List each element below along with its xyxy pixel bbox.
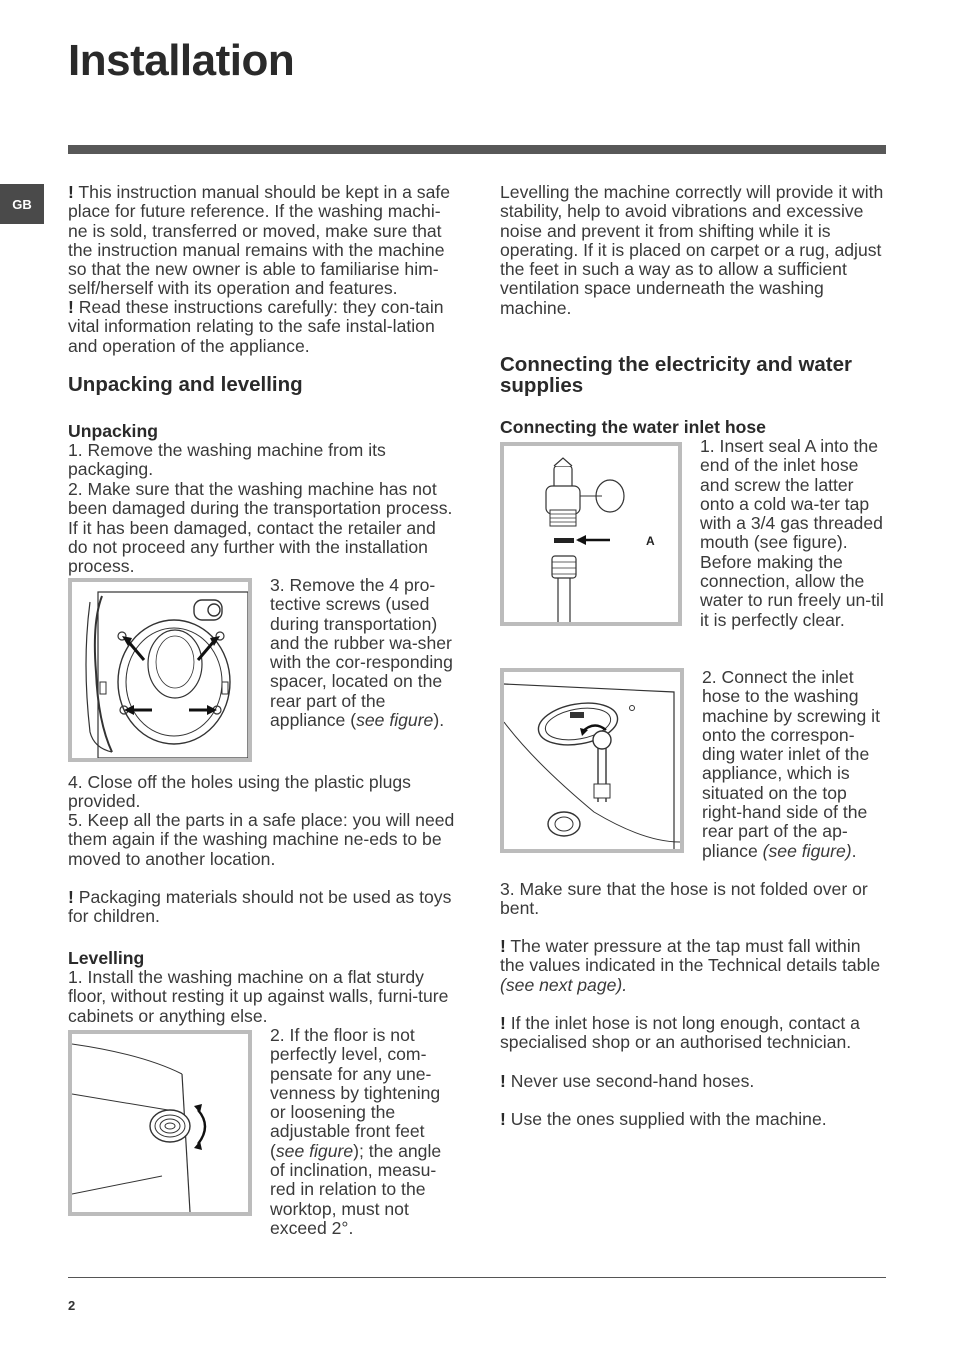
- warning-water-pressure: ! The water pressure at the tap must fall within the values indicated in the Technical details table (see next page).: [500, 936, 881, 995]
- levelling-paragraph: Levelling the machine correctly will provide it with stability, help to avoid vibrations and excessive noise and prevent it from shifting while it is operating. If it is placed on carpet or a rug, adjust the feet in such a way as to allow a sufficient ventilation space underneath the washing machine.: [500, 182, 884, 318]
- figure-adjustable-foot: [68, 1030, 252, 1216]
- language-tab: GB: [0, 184, 44, 224]
- page-number: 2: [68, 1298, 76, 1313]
- section-heading-unpacking-levelling: Unpacking and levelling: [68, 373, 303, 396]
- seal-label-a: A: [646, 534, 655, 548]
- header-rule: [68, 145, 886, 154]
- tap-seal-illustration: [504, 446, 678, 622]
- unpacking-step-4: 4. Close off the holes using the plastic plugs provided.: [68, 772, 411, 812]
- unpacking-step-3: 3. Remove the 4 pro-tective screws (used during transportation) and the rubber wa-sher with the cor-responding spacer, located on the rear part of the appliance (see figure).: [270, 575, 453, 731]
- inlet-step-2: 2. Connect the inlet hose to the washing machine by screwing it onto the correspon-ding water inlet of the appliance, which is situated on the top right-hand side of the rear part of the ap-pliance (see figure).: [702, 667, 880, 861]
- intro-paragraph-2: ! Read these instructions carefully: they con-tain vital information relating to the safe instal-lation and operation of the appliance.: [68, 297, 444, 356]
- levelling-step-2: 2. If the floor is not perfectly level, com-pensate for any une-venness by tightening or loosening the adjustable front feet (see figure); the angle of inclination, measu-red in relation to the worktop, must not exceed 2°.: [270, 1025, 442, 1238]
- packaging-warning: ! Packaging materials should not be used as toys for children.: [68, 887, 452, 927]
- page-title: Installation: [68, 36, 295, 85]
- figure-machine-inlet: [500, 668, 684, 853]
- levelling-step-1: 1. Install the washing machine on a flat sturdy floor, without resting it up against walls, furni-ture cabinets or anything else.: [68, 967, 449, 1026]
- subheading-water-inlet-hose: Connecting the water inlet hose: [500, 417, 766, 437]
- unpacking-step-2: 2. Make sure that the washing machine has not been damaged during the transportation process. If it has been damaged, contact the retailer and do not proceed any further with the installation process.: [68, 479, 453, 577]
- adjustable-foot-illustration: [72, 1034, 248, 1212]
- inlet-step-3: 3. Make sure that the hose is not folded over or bent.: [500, 879, 868, 919]
- unpacking-step-5: 5. Keep all the parts in a safe place: you will need them again if the washing machine ne-eds to be moved to another location.: [68, 810, 455, 869]
- figure-rear-screws: [68, 578, 252, 762]
- subheading-unpacking: Unpacking: [68, 421, 158, 441]
- section-heading-connecting: Connecting the electricity and water supplies: [500, 353, 852, 397]
- unpacking-step-1: 1. Remove the washing machine from its packaging.: [68, 440, 386, 480]
- intro-paragraph-1: ! This instruction manual should be kept in a safe place for future reference. If the washing machi-ne is sold, transferred or moved, make sure that the instruction manual remains with the machine so that the new owner is able to familiarise him-self/herself with its operation and features.: [68, 182, 451, 299]
- machine-inlet-illustration: [504, 672, 680, 849]
- inlet-step-1: 1. Insert seal A into the end of the inlet hose and screw the latter onto a cold wa-ter tap with a 3/4 gas threaded mouth (see figure). Before making the connection, allow the water to run freely un-til it is perfectly clear.: [700, 436, 884, 630]
- footer-rule: [68, 1277, 886, 1278]
- figure-tap-seal: [500, 442, 682, 626]
- warning-hose-length: ! If the inlet hose is not long enough, contact a specialised shop or an authorised technician.: [500, 1013, 860, 1053]
- subheading-levelling: Levelling: [68, 948, 145, 968]
- warning-second-hand: ! Never use second-hand hoses.: [500, 1071, 755, 1091]
- rear-panel-illustration: [72, 582, 248, 758]
- warning-supplied-hoses: ! Use the ones supplied with the machine.: [500, 1109, 827, 1129]
